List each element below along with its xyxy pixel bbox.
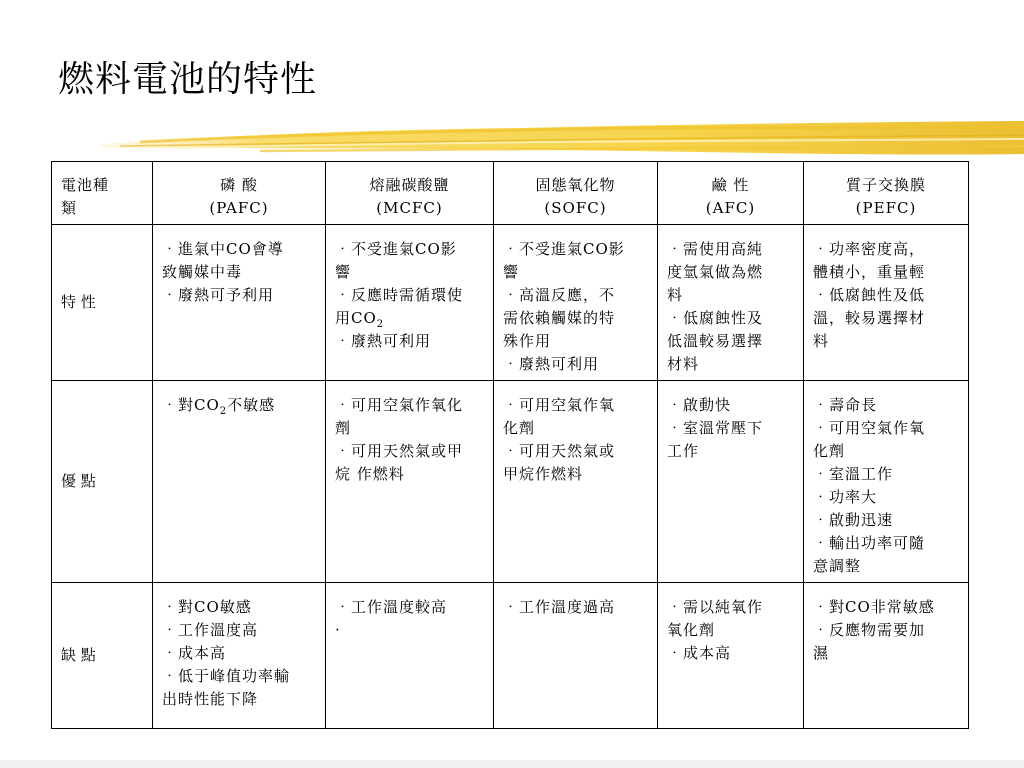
cell-line: 化劑: [503, 419, 536, 437]
column-code: (AFC): [705, 199, 756, 217]
table-cell: [804, 225, 969, 381]
cell-line: ‧啟動快: [667, 396, 732, 414]
table-cell: [658, 381, 804, 583]
cell-line: ‧需使用高純: [667, 240, 764, 258]
cell-line: 殊作用: [503, 332, 552, 350]
column-code: (PEFC): [855, 199, 917, 217]
table-cell: [804, 381, 969, 583]
table-cell: [494, 225, 658, 381]
column-name: 固態氧化物: [535, 176, 616, 194]
cell-line: ‧反應物需要加: [813, 621, 926, 639]
cell-line: ‧高溫反應，不: [503, 286, 616, 304]
cell-line: ‧可用天然氣或甲: [335, 442, 464, 460]
header-cell-sofc: [494, 162, 658, 225]
cell-line: 化劑: [813, 442, 846, 460]
table-cell: [326, 225, 494, 381]
cell-line: 料: [813, 332, 830, 350]
cell-line: ‧低腐蝕性及低: [813, 286, 926, 304]
table-cell: [153, 225, 326, 381]
subscript-two: 2: [376, 319, 385, 330]
cell-line: ‧對CO敏感: [162, 598, 252, 616]
cell-line: ‧工作溫度高: [162, 621, 259, 639]
cell-line: ‧進氣中CO會導: [162, 240, 284, 258]
cell-line: 劑: [335, 419, 352, 437]
header-cell-mcfc: [326, 162, 494, 225]
column-name: 質子交換膜: [845, 176, 926, 194]
cell-line: 甲烷作燃料: [503, 465, 584, 483]
cell-line: ‧室溫常壓下: [667, 419, 764, 437]
table-cell: [153, 583, 326, 729]
table-row-disadvantages: [52, 583, 969, 729]
header-line: 電池種: [61, 176, 110, 194]
cell-line: ‧對CO非常敏感: [813, 598, 935, 616]
header-cell-pefc: [804, 162, 969, 225]
cell-line: 致觸媒中毒: [162, 263, 243, 281]
cell-line: 濕: [813, 644, 830, 662]
header-line: 類: [61, 199, 78, 217]
cell-line: ‧需以純氧作: [667, 598, 764, 616]
cell-line: ‧不受進氣CO影: [503, 240, 625, 258]
table-cell: [658, 225, 804, 381]
cell-line: ‧壽命長: [813, 396, 878, 414]
cell-line: ‧廢熱可利用: [503, 355, 600, 373]
column-code: (SOFC): [544, 199, 607, 217]
cell-line: ‧功率大: [813, 488, 878, 506]
column-name: 磷 酸: [220, 176, 258, 194]
cell-line-co2: [162, 394, 316, 417]
table-cell: [494, 583, 658, 729]
table-header-row: [52, 162, 969, 225]
table-cell: [326, 583, 494, 729]
column-name: 鹼 性: [711, 176, 750, 194]
cell-line: ‧成本高: [667, 644, 732, 662]
cell-line: 低溫較易選擇: [667, 332, 764, 350]
cell-text: 不敏感: [227, 396, 276, 414]
cell-line-co2: [335, 307, 484, 330]
cell-line: ‧成本高: [162, 644, 227, 662]
table-cell: [326, 381, 494, 583]
table-cell: [658, 583, 804, 729]
cell-line: ‧可用空氣作氧: [813, 419, 926, 437]
table-cell: [804, 583, 969, 729]
cell-line: 需依賴觸媒的特: [503, 309, 616, 327]
cell-line: ‧啟動迅速: [813, 511, 894, 529]
cell-line: 材料: [667, 355, 700, 373]
row-label-advantages: 優 點: [52, 381, 153, 583]
cell-line: 響: [335, 263, 352, 281]
header-cell-pafc: [153, 162, 326, 225]
cell-line: ‧廢熱可予利用: [162, 286, 275, 304]
cell-line: ‧工作溫度較高: [335, 598, 448, 616]
table-cell: [494, 381, 658, 583]
cell-line: 氧化劑: [667, 621, 716, 639]
cell-line: ‧可用空氣作氧: [503, 396, 616, 414]
cell-line: ‧反應時需循環使: [335, 286, 464, 304]
table-row-characteristics: [52, 225, 969, 381]
table-cell: [153, 381, 326, 583]
cell-line: 出時性能下降: [162, 690, 259, 708]
cell-line: ‧低于峰值功率輸: [162, 667, 291, 685]
cell-line: ‧工作溫度過高: [503, 598, 616, 616]
cell-line: ‧可用空氣作氧化: [335, 396, 464, 414]
header-cell-battery-type: [52, 162, 153, 225]
row-label-characteristics: 特 性: [52, 225, 153, 381]
cell-line: ‧功率密度高，: [813, 240, 926, 258]
cell-line: 響: [503, 263, 520, 281]
cell-line: 料: [667, 286, 684, 304]
fuel-cell-table: [51, 161, 969, 729]
cell-line: ‧輸出功率可隨: [813, 534, 926, 552]
cell-line: 度氫氣做為燃: [667, 263, 764, 281]
table-row-advantages: [52, 381, 969, 583]
slide-title: 燃料電池的特性: [58, 59, 318, 100]
cell-line: ‧低腐蝕性及: [667, 309, 764, 327]
cell-line: 溫，較易選擇材: [813, 309, 926, 327]
subscript-two: 2: [219, 406, 228, 417]
column-code: (PAFC): [209, 199, 269, 217]
cell-line: ‧: [335, 621, 341, 639]
cell-line: 工作: [667, 442, 700, 460]
row-label-disadvantages: 缺 點: [52, 583, 153, 729]
cell-line: 意調整: [813, 557, 862, 575]
column-code: (MCFC): [376, 199, 443, 217]
cell-line: ‧不受進氣CO影: [335, 240, 457, 258]
header-cell-afc: [658, 162, 804, 225]
cell-text: 用CO: [335, 309, 377, 327]
cell-text: ‧對CO: [162, 396, 220, 414]
cell-line: 體積小，重量輕: [813, 263, 926, 281]
bottom-band: [0, 760, 1024, 768]
cell-line: ‧可用天然氣或: [503, 442, 616, 460]
cell-line: 烷 作燃料: [335, 465, 405, 483]
cell-line: ‧室溫工作: [813, 465, 894, 483]
cell-line: ‧廢熱可利用: [335, 332, 432, 350]
column-name: 熔融碳酸鹽: [369, 176, 450, 194]
